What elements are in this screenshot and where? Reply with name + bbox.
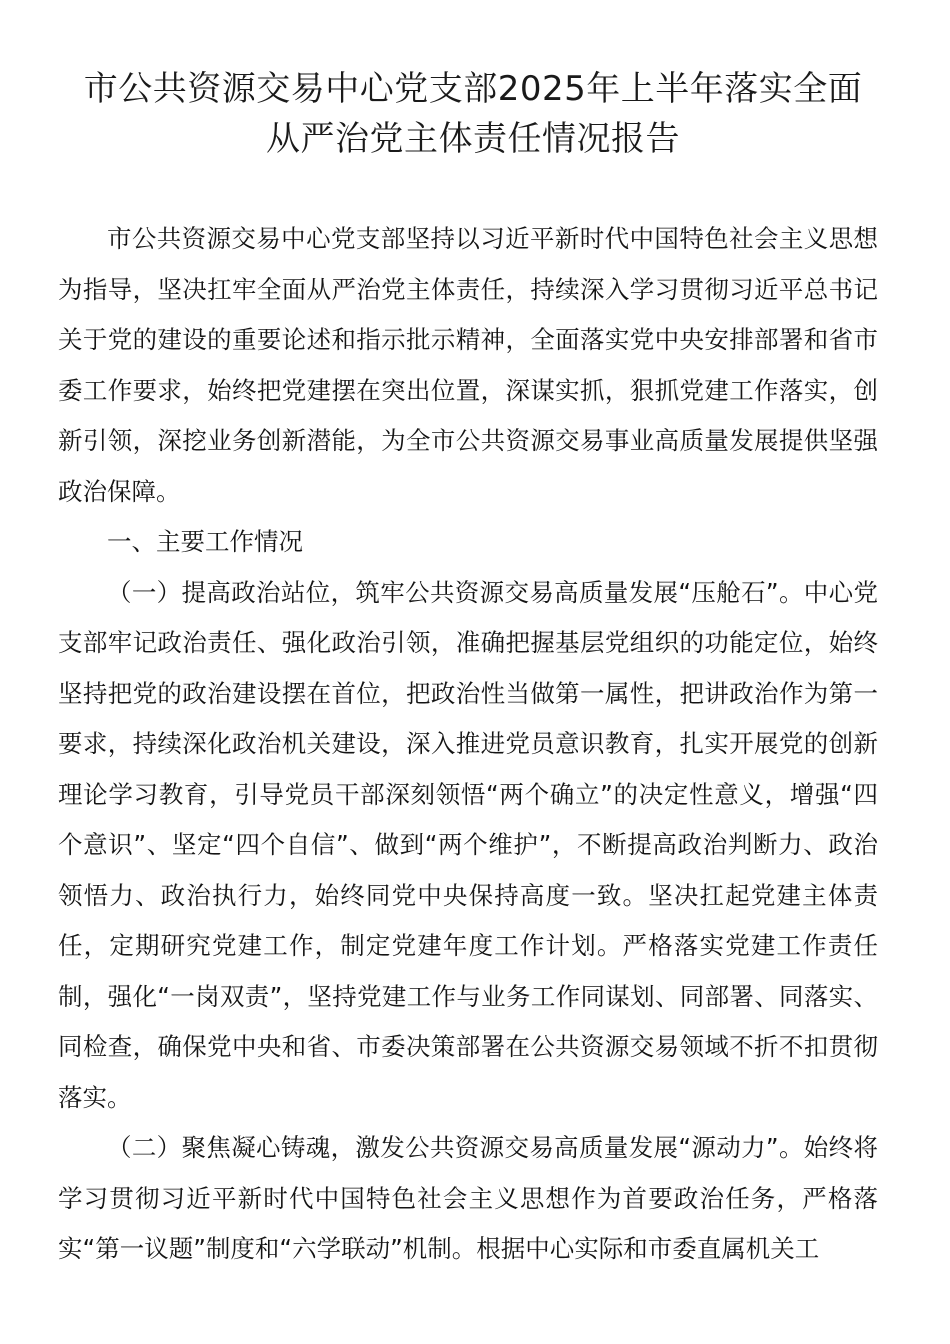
document-title-line1: 市公共资源交易中心党支部2025年上半年落实全面 [83,69,863,109]
document-body [58,214,878,1275]
section-heading-main-work: 一、主要工作情况 [107,527,303,556]
item-1-paragraph: （一）提高政治站位，筑牢公共资源交易高质量发展“压舱石”。中心党支部牢记政治责任、强化政治引领，准确把握基层党组织的功能定位，始终坚持把党的政治建设摆在首位，把政治性当做第一属性，把讲政治作为第一要求，持续深化政治机关建设，深入推进党员意识教育，扎实开展党的创新理论学习教育，引导党员干部深刻领悟“两个确立”的决定性意义，增强“四个意识”、坚定“四个自信”、做到“两个维护”，不断提高政治判断力、政治领悟力、政治执行力，始终同党中央保持高度一致。坚决扛起党建主体责任，定期研究党建工作，制定党建年度工作计划。严格落实党建工作责任制，强化“一岗双责”，坚持党建工作与业务工作同谋划、同部署、同落实、同检查，确保党中央和省、市委决策部署在公共资源交易领域不折不扣贯彻落实。 [58,577,878,1112]
document-title [58,64,878,164]
document-title-line2: 从严治党主体责任情况报告 [266,119,680,159]
intro-paragraph: 市公共资源交易中心党支部坚持以习近平新时代中国特色社会主义思想为指导，坚决扛牢全面从严治党主体责任，持续深入学习贯彻习近平总书记关于党的建设的重要论述和指示批示精神，全面落实党中央安排部署和省市委工作要求，始终把党建摆在突出位置，深谋实抓，狠抓党建工作落实，创新引领，深挖业务创新潜能，为全市公共资源交易事业高质量发展提供坚强政治保障。 [58,224,878,506]
item-2-paragraph: （二）聚焦凝心铸魂，激发公共资源交易高质量发展“源动力”。始终将学习贯彻习近平新时代中国特色社会主义思想作为首要政治任务，严格落实“第一议题”制度和“六学联动”机制。根据中心实际和市委直属机关工 [58,1133,878,1263]
